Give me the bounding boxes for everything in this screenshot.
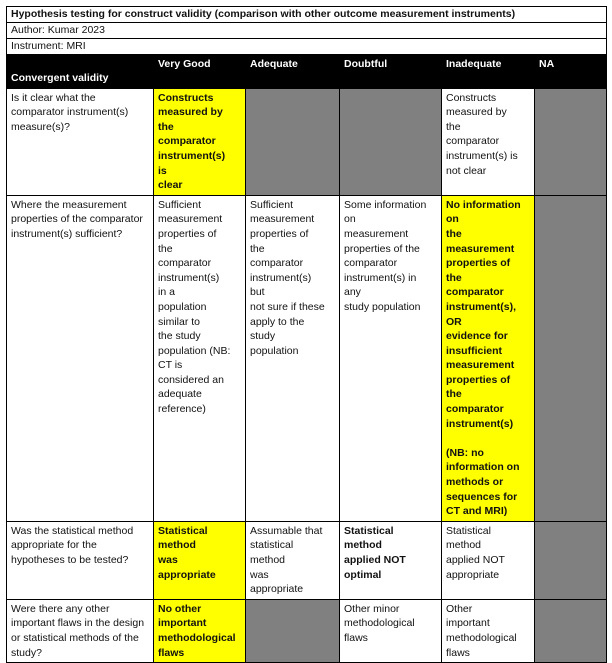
cell-line: Constructs: [446, 91, 497, 104]
question-cell: Were there any other important flaws in the design or statistical methods of the study?: [7, 599, 154, 662]
cell-line: important: [158, 617, 207, 630]
cell-line: Other minor: [344, 602, 400, 615]
cell-line: measurement: [250, 213, 315, 226]
cell-line: No other: [158, 602, 202, 615]
cell-line: No information: [446, 198, 521, 211]
cell-line: flaws: [446, 646, 470, 659]
doubtful-cell-na: [340, 88, 442, 195]
cell-line: statistical: [250, 539, 294, 552]
cell-line: appropriate: [446, 568, 500, 581]
table-title: Hypothesis testing for construct validity (comparison with other outcome measurement instruments): [7, 7, 607, 23]
cell-line: not clear: [446, 164, 487, 177]
cell-line: population (NB:: [158, 344, 231, 357]
cell-line: methodological: [344, 617, 415, 630]
table-row: [7, 599, 607, 662]
cell-line: comparator: [344, 257, 398, 270]
cell-line: applied NOT: [446, 554, 505, 566]
inadequate-cell: [442, 195, 535, 521]
cell-line: measured by: [446, 106, 507, 119]
na-cell: [535, 599, 607, 662]
cell-line: CT and MRI): [446, 505, 508, 518]
cell-line: Constructs: [158, 91, 214, 104]
na-cell: [535, 195, 607, 521]
cell-line: method: [446, 539, 482, 552]
cell-line: instrument(s) is: [446, 149, 518, 162]
cell-line: the: [446, 388, 462, 401]
cell-line: Assumable that: [250, 524, 323, 537]
question-cell: Where the measurement properties of the comparator instrument(s) sufficient?: [7, 195, 154, 521]
cell-line: the: [446, 120, 461, 133]
cell-line: not sure if these: [250, 300, 325, 313]
col-very-good: Very Good: [154, 55, 246, 89]
cell-line: method: [344, 539, 382, 552]
doubtful-cell: [340, 521, 442, 599]
cell-line: on: [344, 213, 356, 226]
cell-line: properties of: [446, 373, 511, 386]
table-row: [7, 521, 607, 599]
doubtful-cell: [340, 599, 442, 662]
document-page: [6, 6, 607, 663]
cell-line: comparator: [446, 286, 504, 299]
cell-line: instrument(s): [250, 271, 312, 284]
na-cell: [535, 521, 607, 599]
cell-line: instrument(s) in: [344, 271, 417, 284]
cell-line: instrument(s),: [446, 300, 517, 313]
cell-line: methodological: [158, 631, 236, 644]
cell-line: Statistical: [344, 524, 394, 537]
cell-line: properties of: [446, 257, 511, 270]
column-header-row: [7, 55, 607, 89]
cell-line: was: [250, 568, 269, 581]
cell-line: apply to the: [250, 315, 305, 328]
cell-line: OR: [446, 315, 462, 328]
cell-line: study: [250, 330, 276, 343]
inadequate-cell: [442, 599, 535, 662]
cell-line: measurement: [446, 242, 515, 255]
cell-line: insufficient: [446, 344, 503, 357]
very-good-cell: [154, 521, 246, 599]
col-doubtful: Doubtful: [340, 55, 442, 89]
author-line: Author: Kumar 2023: [7, 23, 607, 39]
cell-line: properties of: [250, 227, 309, 240]
cell-line: measurement: [158, 213, 223, 226]
col-na: NA: [535, 55, 607, 89]
cell-line: sequences for: [446, 490, 518, 503]
na-cell: [535, 88, 607, 195]
cell-line: important: [446, 617, 490, 630]
adequate-cell: [246, 521, 340, 599]
cell-line: Statistical: [158, 524, 208, 537]
cell-line: instrument(s): [158, 271, 220, 284]
cell-line: population: [250, 344, 299, 357]
cell-line: optimal: [344, 568, 382, 581]
very-good-cell: [154, 599, 246, 662]
col-inadequate: Inadequate: [442, 55, 535, 89]
cell-line: information on: [446, 461, 520, 474]
cell-line: [446, 431, 530, 446]
cell-line: methods or: [446, 476, 504, 489]
cell-line: (NB: no: [446, 446, 484, 459]
table-row: [7, 88, 607, 195]
cell-line: Other: [446, 602, 473, 615]
cell-line: measurement: [344, 227, 409, 240]
cell-line: comparator: [250, 257, 304, 270]
cell-line: Sufficient: [250, 198, 293, 211]
cell-line: comparator: [158, 135, 216, 148]
very-good-cell: [154, 88, 246, 195]
inadequate-cell: [442, 521, 535, 599]
col-adequate: Adequate: [246, 55, 340, 89]
cell-line: measured by: [158, 106, 223, 119]
cell-line: properties of: [158, 227, 217, 240]
cell-line: on: [446, 213, 459, 226]
cell-line: comparator: [158, 257, 212, 270]
question-cell: Was the statistical method appropriate for the hypotheses to be tested?: [7, 521, 154, 599]
cell-line: the: [446, 271, 462, 284]
cell-line: the study: [158, 330, 201, 343]
doubtful-cell: [340, 195, 442, 521]
cell-line: similar to: [158, 315, 201, 328]
very-good-cell: [154, 195, 246, 521]
cell-line: Sufficient: [158, 198, 201, 211]
cell-line: comparator: [446, 135, 500, 148]
cell-line: was: [158, 554, 178, 566]
cell-line: applied NOT: [344, 554, 406, 566]
rating-table: [6, 6, 607, 663]
cell-line: measurement: [446, 359, 515, 372]
cell-line: evidence for: [446, 330, 508, 343]
cell-line: Statistical: [446, 524, 491, 537]
cell-line: but: [250, 286, 265, 299]
cell-line: any: [344, 286, 361, 299]
cell-line: reference): [158, 403, 206, 416]
question-cell: Is it clear what the comparator instrument(s) measure(s)?: [7, 88, 154, 195]
cell-line: flaws: [344, 631, 368, 644]
cell-line: is: [158, 164, 167, 177]
cell-line: the: [446, 227, 462, 240]
cell-line: flaws: [158, 646, 185, 659]
cell-line: CT is: [158, 359, 183, 372]
cell-line: appropriate: [250, 583, 304, 596]
table-row: [7, 195, 607, 521]
cell-line: the: [158, 120, 174, 133]
cell-line: method: [158, 539, 196, 552]
cell-line: in a: [158, 286, 175, 299]
adequate-cell-na: [246, 88, 340, 195]
cell-line: instrument(s): [446, 417, 514, 430]
section-label: Convergent validity: [7, 55, 154, 89]
cell-line: the: [250, 242, 265, 255]
cell-line: the: [158, 242, 173, 255]
cell-line: appropriate: [158, 568, 216, 581]
cell-line: population: [158, 300, 207, 313]
inadequate-cell: [442, 88, 535, 195]
cell-line: properties of the: [344, 242, 420, 255]
cell-line: methodological: [446, 631, 517, 644]
cell-line: instrument(s): [158, 149, 226, 162]
cell-line: clear: [158, 179, 183, 192]
cell-line: study population: [344, 300, 421, 313]
cell-line: method: [250, 554, 286, 566]
cell-line: Some information: [344, 198, 427, 211]
cell-line: comparator: [446, 403, 504, 416]
instrument-line: Instrument: MRI: [7, 39, 607, 55]
adequate-cell-na: [246, 599, 340, 662]
adequate-cell: [246, 195, 340, 521]
cell-line: considered an: [158, 373, 224, 386]
cell-line: adequate: [158, 388, 202, 401]
